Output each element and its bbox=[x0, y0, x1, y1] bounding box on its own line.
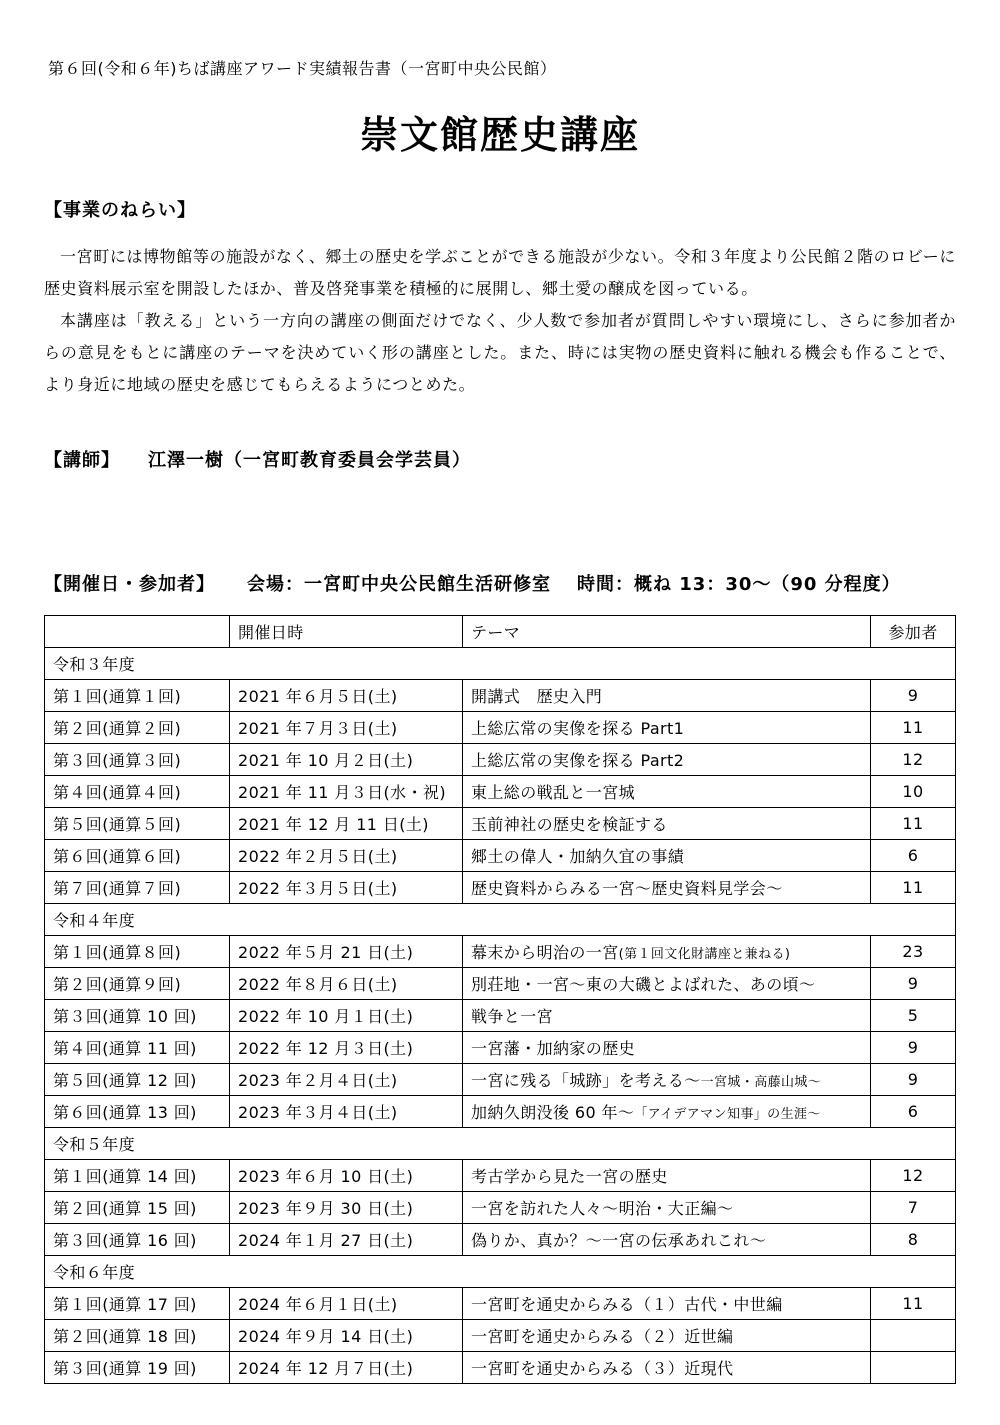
participants-cell: 9 bbox=[871, 680, 956, 712]
date-cell: 2023 年３月４日(土) bbox=[230, 1096, 463, 1128]
participants-cell: 6 bbox=[871, 1096, 956, 1128]
theme-text: 一宮町を通史からみる（１）古代・中世編 bbox=[471, 1295, 783, 1314]
venue-text: 会場：一宮町中央公民館生活研修室 bbox=[247, 574, 551, 595]
header-date: 開催日時 bbox=[230, 616, 463, 648]
date-cell: 2022 年 12 月３日(土) bbox=[230, 1032, 463, 1064]
date-cell: 2021 年 12 月 11 日(土) bbox=[230, 808, 463, 840]
date-cell: 2022 年３月５日(土) bbox=[230, 872, 463, 904]
theme-cell bbox=[463, 1192, 871, 1224]
schedule-heading: 【開催日・参加者】 bbox=[44, 574, 215, 595]
table-row bbox=[45, 936, 956, 968]
table-row bbox=[45, 968, 956, 1000]
participants-cell: 12 bbox=[871, 744, 956, 776]
participants-cell: 11 bbox=[871, 712, 956, 744]
session-cell: 第６回(通算６回) bbox=[45, 840, 230, 872]
theme-cell bbox=[463, 1096, 871, 1128]
date-cell: 2022 年２月５日(土) bbox=[230, 840, 463, 872]
session-cell: 第１回(通算 14 回) bbox=[45, 1160, 230, 1192]
date-cell: 2023 年２月４日(土) bbox=[230, 1064, 463, 1096]
participants-cell bbox=[871, 1320, 956, 1352]
report-header: 第６回(令和６年)ちば講座アワード実績報告書（一宮町中央公民館） bbox=[48, 59, 557, 78]
participants-cell: 5 bbox=[871, 1000, 956, 1032]
theme-text: 東上総の戦乱と一宮城 bbox=[471, 783, 636, 802]
table-row bbox=[45, 872, 956, 904]
participants-cell: 11 bbox=[871, 808, 956, 840]
date-cell: 2023 年６月 10 日(土) bbox=[230, 1160, 463, 1192]
table-row bbox=[45, 1064, 956, 1096]
table-row bbox=[45, 1096, 956, 1128]
theme-text: 玉前神社の歴史を検証する bbox=[471, 815, 668, 834]
participants-cell: 9 bbox=[871, 1064, 956, 1096]
theme-text: 上総広常の実像を探る Part2 bbox=[471, 751, 685, 770]
participants-cell: 11 bbox=[871, 1288, 956, 1320]
date-cell: 2024 年６月１日(土) bbox=[230, 1288, 463, 1320]
theme-cell bbox=[463, 744, 871, 776]
date-cell: 2021 年７月３日(土) bbox=[230, 712, 463, 744]
table-row bbox=[45, 840, 956, 872]
theme-text: 開講式 歴史入門 bbox=[471, 687, 603, 706]
session-cell: 第３回(通算 19 回) bbox=[45, 1352, 230, 1384]
header-session bbox=[45, 616, 230, 648]
table-row bbox=[45, 1032, 956, 1064]
theme-cell bbox=[463, 968, 871, 1000]
lecturer-name: 江澤一樹（一宮町教育委員会学芸員） bbox=[148, 450, 471, 471]
table-row bbox=[45, 1288, 956, 1320]
session-cell: 第２回(通算 15 回) bbox=[45, 1192, 230, 1224]
theme-cell bbox=[463, 776, 871, 808]
participants-cell: 9 bbox=[871, 1032, 956, 1064]
theme-text: 一宮を訪れた人々～明治・大正編～ bbox=[471, 1199, 734, 1218]
theme-cell bbox=[463, 1320, 871, 1352]
date-cell: 2022 年８月６日(土) bbox=[230, 968, 463, 1000]
theme-cell bbox=[463, 1032, 871, 1064]
session-cell: 第５回(通算 12 回) bbox=[45, 1064, 230, 1096]
session-cell: 第２回(通算 18 回) bbox=[45, 1320, 230, 1352]
participants-cell bbox=[871, 1352, 956, 1384]
theme-text: 歴史資料からみる一宮～歴史資料見学会～ bbox=[471, 879, 783, 898]
fiscal-year-row bbox=[45, 1256, 956, 1288]
theme-cell bbox=[463, 1288, 871, 1320]
session-cell: 第４回(通算 11 回) bbox=[45, 1032, 230, 1064]
table-row bbox=[45, 1224, 956, 1256]
theme-cell bbox=[463, 1064, 871, 1096]
aim-paragraph-2: 本講座は「教える」という一方向の講座の側面だけでなく、少人数で参加者が質問しやすい環境にし、さらに参加者からの意見をもとに講座のテーマを決めていく形の講座とした。また、時には実物の歴史資料に触れる機会も作ることで、より身近に地域の歴史を感じてもらえるようにつとめた。 bbox=[44, 311, 956, 394]
session-cell: 第３回(通算 16 回) bbox=[45, 1224, 230, 1256]
session-cell: 第１回(通算８回) bbox=[45, 936, 230, 968]
theme-cell bbox=[463, 840, 871, 872]
session-cell: 第３回(通算 10 回) bbox=[45, 1000, 230, 1032]
date-cell: 2023 年９月 30 日(土) bbox=[230, 1192, 463, 1224]
header-theme: テーマ bbox=[463, 616, 871, 648]
page-title: 崇文館歴史講座 bbox=[359, 113, 640, 157]
participants-cell: 9 bbox=[871, 968, 956, 1000]
theme-text: 加納久朗没後 60 年～ bbox=[471, 1103, 635, 1122]
date-cell: 2024 年９月 14 日(土) bbox=[230, 1320, 463, 1352]
theme-cell bbox=[463, 936, 871, 968]
fiscal-year-label: 令和５年度 bbox=[45, 1128, 956, 1160]
theme-cell bbox=[463, 1000, 871, 1032]
participants-cell: 7 bbox=[871, 1192, 956, 1224]
lecturer-heading: 【講師】 bbox=[44, 450, 120, 471]
participants-cell: 11 bbox=[871, 872, 956, 904]
lecturer-row bbox=[44, 446, 471, 472]
theme-text: 別荘地・一宮～東の大磯とよばれた、あの頃～ bbox=[471, 975, 816, 994]
aim-paragraph-1: 一宮町には博物館等の施設がなく、郷土の歴史を学ぶことができる施設が少ない。令和３年度より公民館２階のロビーに歴史資料展示室を開設したほか、普及啓発事業を積極的に展開し、郷土愛の醸成を図っている。 bbox=[44, 247, 956, 298]
session-cell: 第６回(通算 13 回) bbox=[45, 1096, 230, 1128]
theme-cell bbox=[463, 1160, 871, 1192]
theme-cell bbox=[463, 680, 871, 712]
fiscal-year-label: 令和４年度 bbox=[45, 904, 956, 936]
session-cell: 第１回(通算 17 回) bbox=[45, 1288, 230, 1320]
table-row bbox=[45, 1352, 956, 1384]
table-row bbox=[45, 1192, 956, 1224]
session-cell: 第５回(通算５回) bbox=[45, 808, 230, 840]
participants-cell: 8 bbox=[871, 1224, 956, 1256]
date-cell: 2021 年６月５日(土) bbox=[230, 680, 463, 712]
session-cell: 第２回(通算９回) bbox=[45, 968, 230, 1000]
schedule-row bbox=[44, 570, 901, 596]
theme-text: 一宮町を通史からみる（２）近世編 bbox=[471, 1327, 734, 1346]
theme-text: 幕末から明治の一宮 bbox=[471, 943, 619, 962]
theme-cell bbox=[463, 1352, 871, 1384]
sessions-body bbox=[45, 648, 956, 1384]
session-cell: 第３回(通算３回) bbox=[45, 744, 230, 776]
theme-note: (第１回文化財講座と兼ねる) bbox=[618, 947, 791, 962]
date-cell: 2024 年 12 月７日(土) bbox=[230, 1352, 463, 1384]
theme-cell bbox=[463, 808, 871, 840]
theme-text: 考古学から見た一宮の歴史 bbox=[471, 1167, 668, 1186]
theme-cell bbox=[463, 712, 871, 744]
theme-note: 一宮城・高藤山城～ bbox=[700, 1075, 822, 1090]
theme-cell bbox=[463, 872, 871, 904]
theme-text: 一宮町を通史からみる（３）近現代 bbox=[471, 1359, 734, 1378]
theme-text: 一宮藩・加納家の歴史 bbox=[471, 1039, 636, 1058]
time-text: 時間：概ね 13：30～（90 分程度） bbox=[577, 574, 901, 595]
participants-cell: 6 bbox=[871, 840, 956, 872]
fiscal-year-label: 令和６年度 bbox=[45, 1256, 956, 1288]
table-row bbox=[45, 1000, 956, 1032]
session-cell: 第２回(通算２回) bbox=[45, 712, 230, 744]
theme-text: 戦争と一宮 bbox=[471, 1007, 554, 1026]
table-header-row bbox=[45, 616, 956, 648]
session-cell: 第７回(通算７回) bbox=[45, 872, 230, 904]
table-row bbox=[45, 1320, 956, 1352]
date-cell: 2022 年５月 21 日(土) bbox=[230, 936, 463, 968]
theme-note: 「アイデアマン知事」の生涯～ bbox=[634, 1107, 821, 1122]
fiscal-year-label: 令和３年度 bbox=[45, 648, 956, 680]
theme-text: 偽りか、真か？～一宮の伝承あれこれ～ bbox=[471, 1231, 767, 1250]
fiscal-year-row bbox=[45, 648, 956, 680]
theme-text: 上総広常の実像を探る Part1 bbox=[471, 719, 685, 738]
date-cell: 2022 年 10 月１日(土) bbox=[230, 1000, 463, 1032]
table-row bbox=[45, 776, 956, 808]
header-participants: 参加者 bbox=[871, 616, 956, 648]
session-cell: 第４回(通算４回) bbox=[45, 776, 230, 808]
table-row bbox=[45, 712, 956, 744]
theme-text: 郷土の偉人・加納久宜の事績 bbox=[471, 847, 685, 866]
table-row bbox=[45, 744, 956, 776]
participants-cell: 12 bbox=[871, 1160, 956, 1192]
table-row bbox=[45, 808, 956, 840]
session-cell: 第１回(通算１回) bbox=[45, 680, 230, 712]
date-cell: 2024 年１月 27 日(土) bbox=[230, 1224, 463, 1256]
theme-text: 一宮に残る「城跡」を考える～ bbox=[471, 1071, 701, 1090]
table-row bbox=[45, 680, 956, 712]
date-cell: 2021 年 11 月３日(水・祝) bbox=[230, 776, 463, 808]
aim-heading: 【事業のねらい】 bbox=[44, 200, 196, 221]
participants-cell: 23 bbox=[871, 936, 956, 968]
fiscal-year-row bbox=[45, 904, 956, 936]
date-cell: 2021 年 10 月２日(土) bbox=[230, 744, 463, 776]
table-row bbox=[45, 1160, 956, 1192]
participants-cell: 10 bbox=[871, 776, 956, 808]
sessions-table bbox=[44, 615, 956, 1384]
theme-cell bbox=[463, 1224, 871, 1256]
aim-body bbox=[44, 241, 956, 401]
fiscal-year-row bbox=[45, 1128, 956, 1160]
